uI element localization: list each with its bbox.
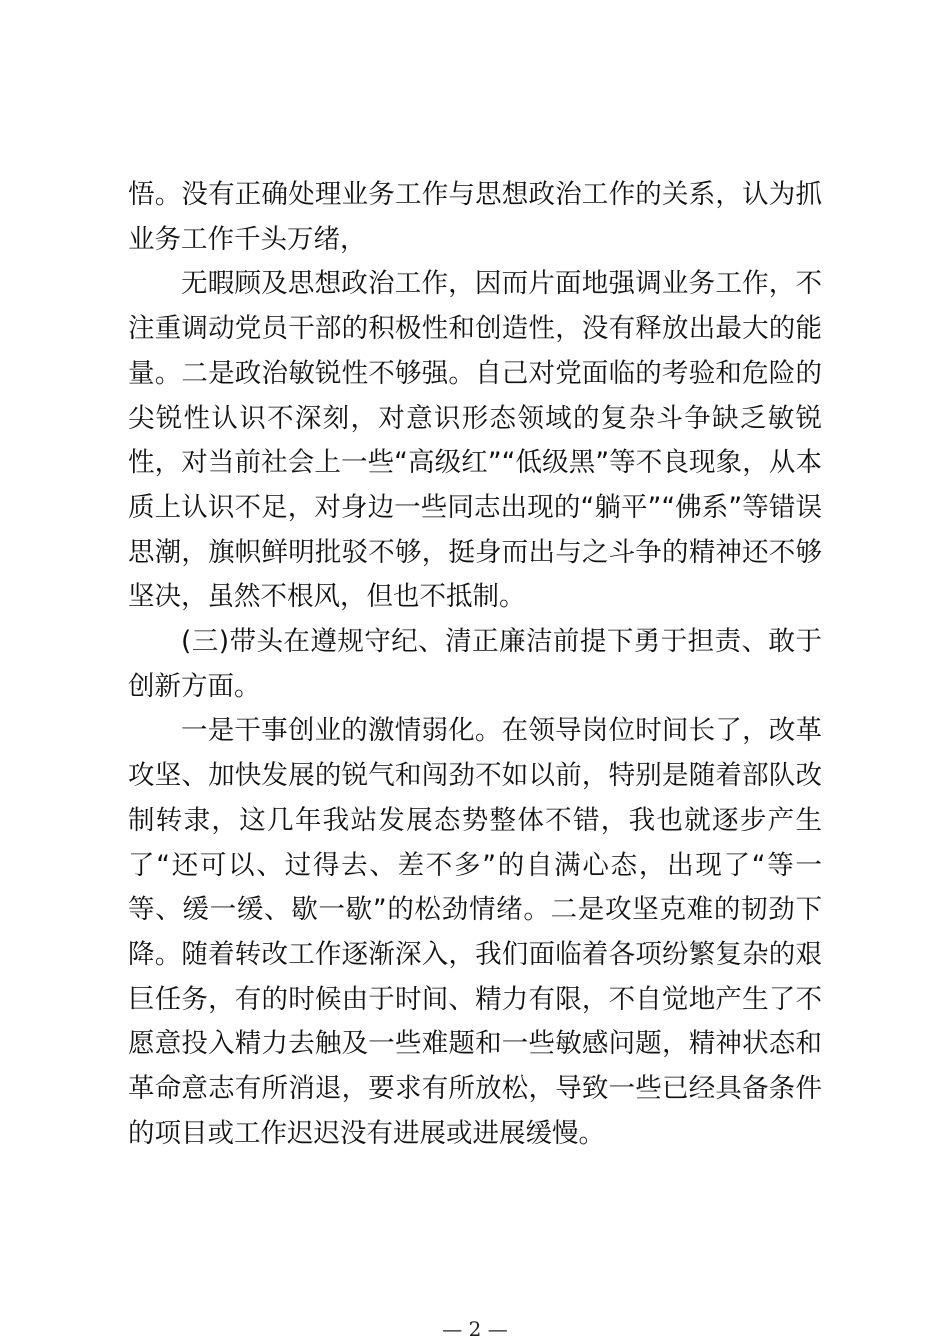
paragraph-3: 一是干事创业的激情弱化。在领导岗位时间长了，改革攻坚、加快发展的锐气和闯劲不如以前，特别是随着部队改制转隶，这几年我站发展态势整体不错，我也就逐步产生了“还可以、过得去、差不多”的自满心态，出现了“等一等、缓一缓、歇一歇”的松劲情绪。二是攻坚克难的韧劲下降。随着转改工作逐渐深入，我们面临着各项纷繁复杂的艰巨任务，有的时候由于时间、精力有限，不自觉地产生了不愿意投入精力去触及一些难题和一些敏感问题，精神状态和革命意志有所消退，要求有所放松，导致一些已经具备条件的项目或工作迟迟没有进展或进展缓慢。 [128, 715, 822, 1149]
page-number: — 2 — [442, 1317, 508, 1341]
section-heading: (三)带头在遵规守纪、清正廉洁前提下勇于担责、敢于创新方面。 [128, 626, 822, 702]
body-text [128, 173, 822, 1156]
paragraph-1: 悟。没有正确处理业务工作与思想政治工作的关系，认为抓业务工作千头万绪， [128, 179, 822, 255]
paragraph-2: 无暇顾及思想政治工作，因而片面地强调业务工作，不注重调动党员干部的积极性和创造性，没有释放出最大的能量。二是政治敏锐性不够强。自己对党面临的考验和危险的尖锐性认识不深刻，对意识形态领域的复杂斗争缺乏敏锐性，对当前社会上一些“高级红”“低级黑”等不良现象，从本质上认识不足，对身边一些同志出现的“躺平”“佛系”等错误思潮，旗帜鲜明批驳不够，挺身而出与之斗争的精神还不够坚决，虽然不根风，但也不抵制。 [128, 268, 822, 613]
